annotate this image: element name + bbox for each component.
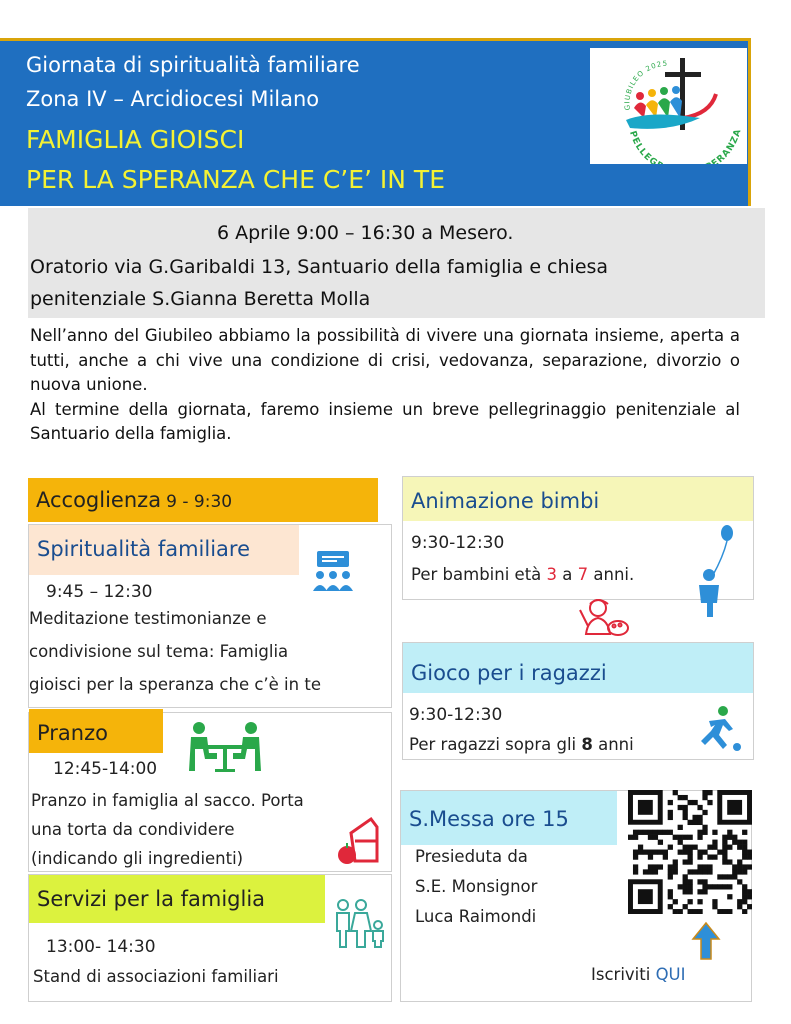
qr-code[interactable] (628, 790, 752, 914)
child-balloon-icon (693, 523, 741, 617)
ragazzi-time: 9:30-12:30 (409, 705, 503, 725)
arrow-up-icon (691, 921, 721, 961)
qr-code-graphic[interactable] (628, 790, 752, 914)
bimbi-time: 9:30-12:30 (411, 533, 505, 553)
intro-paragraph-2: Al termine della giornata, faremo insieme un breve pellegrinaggio penitenziale al Santuario della famiglia. (30, 399, 740, 443)
pranzo-desc-3: (indicando gli ingredienti) (31, 849, 244, 868)
pranzo-card (28, 712, 392, 872)
messa-title: S.Messa ore 15 (401, 791, 617, 845)
accoglienza-time: 9 - 9:30 (166, 492, 233, 512)
register-text[interactable]: Iscriviti (591, 965, 656, 984)
spiritualita-card (28, 524, 392, 708)
jubilee-logo-graphic (590, 48, 747, 164)
logo-arc-top: GIUBILEO 2025 (623, 59, 669, 111)
intro-paragraph-1: Nell’anno del Giubileo abbiamo la possibilità di vivere una giornata insieme, aperta a tutti, anche a chi vive una condizione di crisi, vedovanza, separazione, divorzio o nuova unione. (30, 326, 740, 394)
bimbi-card (402, 476, 754, 600)
pranzo-title: Pranzo (29, 709, 163, 753)
pilgrims-icon (626, 86, 700, 129)
messa-desc-3: Luca Raimondi (415, 907, 537, 926)
pranzo-desc-1: Pranzo in famiglia al sacco. Porta (31, 791, 304, 810)
apple-cake-icon (333, 813, 381, 867)
group-meeting-icon (311, 549, 355, 593)
accoglienza-label (28, 478, 378, 522)
intro-text (30, 324, 740, 447)
servizi-time: 13:00- 14:30 (46, 937, 156, 957)
header-subtitle: Giornata di spiritualità familiare (26, 53, 360, 77)
messa-desc-2: S.E. Monsignor (415, 877, 538, 896)
jubilee-logo (590, 48, 747, 164)
bimbi-desc-a: Per bambini età (411, 565, 547, 584)
bimbi-desc-b: a (557, 565, 578, 584)
soccer-player-icon (695, 705, 743, 753)
event-location-line-1: Oratorio via G.Garibaldi 13, Santuario della famiglia e chiesa (30, 256, 609, 278)
bimbi-age-min: 3 (546, 565, 558, 584)
dining-table-icon (185, 721, 265, 773)
messa-desc-1: Presieduta da (415, 847, 528, 866)
register-link[interactable] (591, 965, 686, 984)
spiritualita-desc-3: gioisci per la speranza che c’è in te (29, 675, 321, 694)
spiritualita-time: 9:45 – 12:30 (46, 582, 153, 602)
svg-text:PELLEGRINI DI SPERANZA (627, 128, 744, 164)
spiritualita-title: Spiritualità familiare (29, 525, 299, 575)
ragazzi-age: 8 (581, 735, 593, 754)
ragazzi-desc-b: anni (592, 735, 634, 754)
spiritualita-desc-1: Meditazione testimonianze e (29, 609, 267, 628)
header-zone: Zona IV – Arcidiocesi Milano (26, 87, 320, 111)
ragazzi-card (402, 642, 754, 760)
painting-child-icon (578, 596, 630, 640)
ragazzi-title: Gioco per i ragazzi (403, 643, 753, 693)
servizi-desc: Stand di associazioni familiari (33, 967, 279, 986)
event-info-bar (28, 208, 765, 318)
bimbi-title: Animazione bimbi (403, 477, 753, 521)
ragazzi-desc (409, 735, 634, 754)
servizi-title: Servizi per la famiglia (29, 875, 325, 923)
family-icon (331, 899, 389, 949)
logo-arc-bottom: PELLEG ERANZA (627, 127, 744, 164)
bimbi-age-max: 7 (577, 565, 589, 584)
servizi-card (28, 874, 392, 1002)
register-here[interactable]: QUI (655, 965, 686, 984)
pranzo-desc-2: una torta da condividere (31, 820, 235, 839)
header-title: FAMIGLIA GIOISCI (26, 125, 245, 154)
header-title-2: PER LA SPERANZA CHE C’E’ IN TE (26, 165, 445, 194)
ragazzi-desc-a: Per ragazzi sopra gli (409, 735, 582, 754)
event-datetime: 6 Aprile 9:00 – 16:30 a Mesero. (217, 222, 514, 244)
bimbi-desc (411, 565, 634, 584)
spiritualita-desc-2: condivisione sul tema: Famiglia (29, 642, 289, 661)
accoglienza-title: Accoglienza (36, 488, 162, 512)
event-location-line-2: penitenziale S.Gianna Beretta Molla (30, 288, 371, 310)
pranzo-time: 12:45-14:00 (53, 759, 158, 779)
bimbi-desc-c: anni. (588, 565, 635, 584)
